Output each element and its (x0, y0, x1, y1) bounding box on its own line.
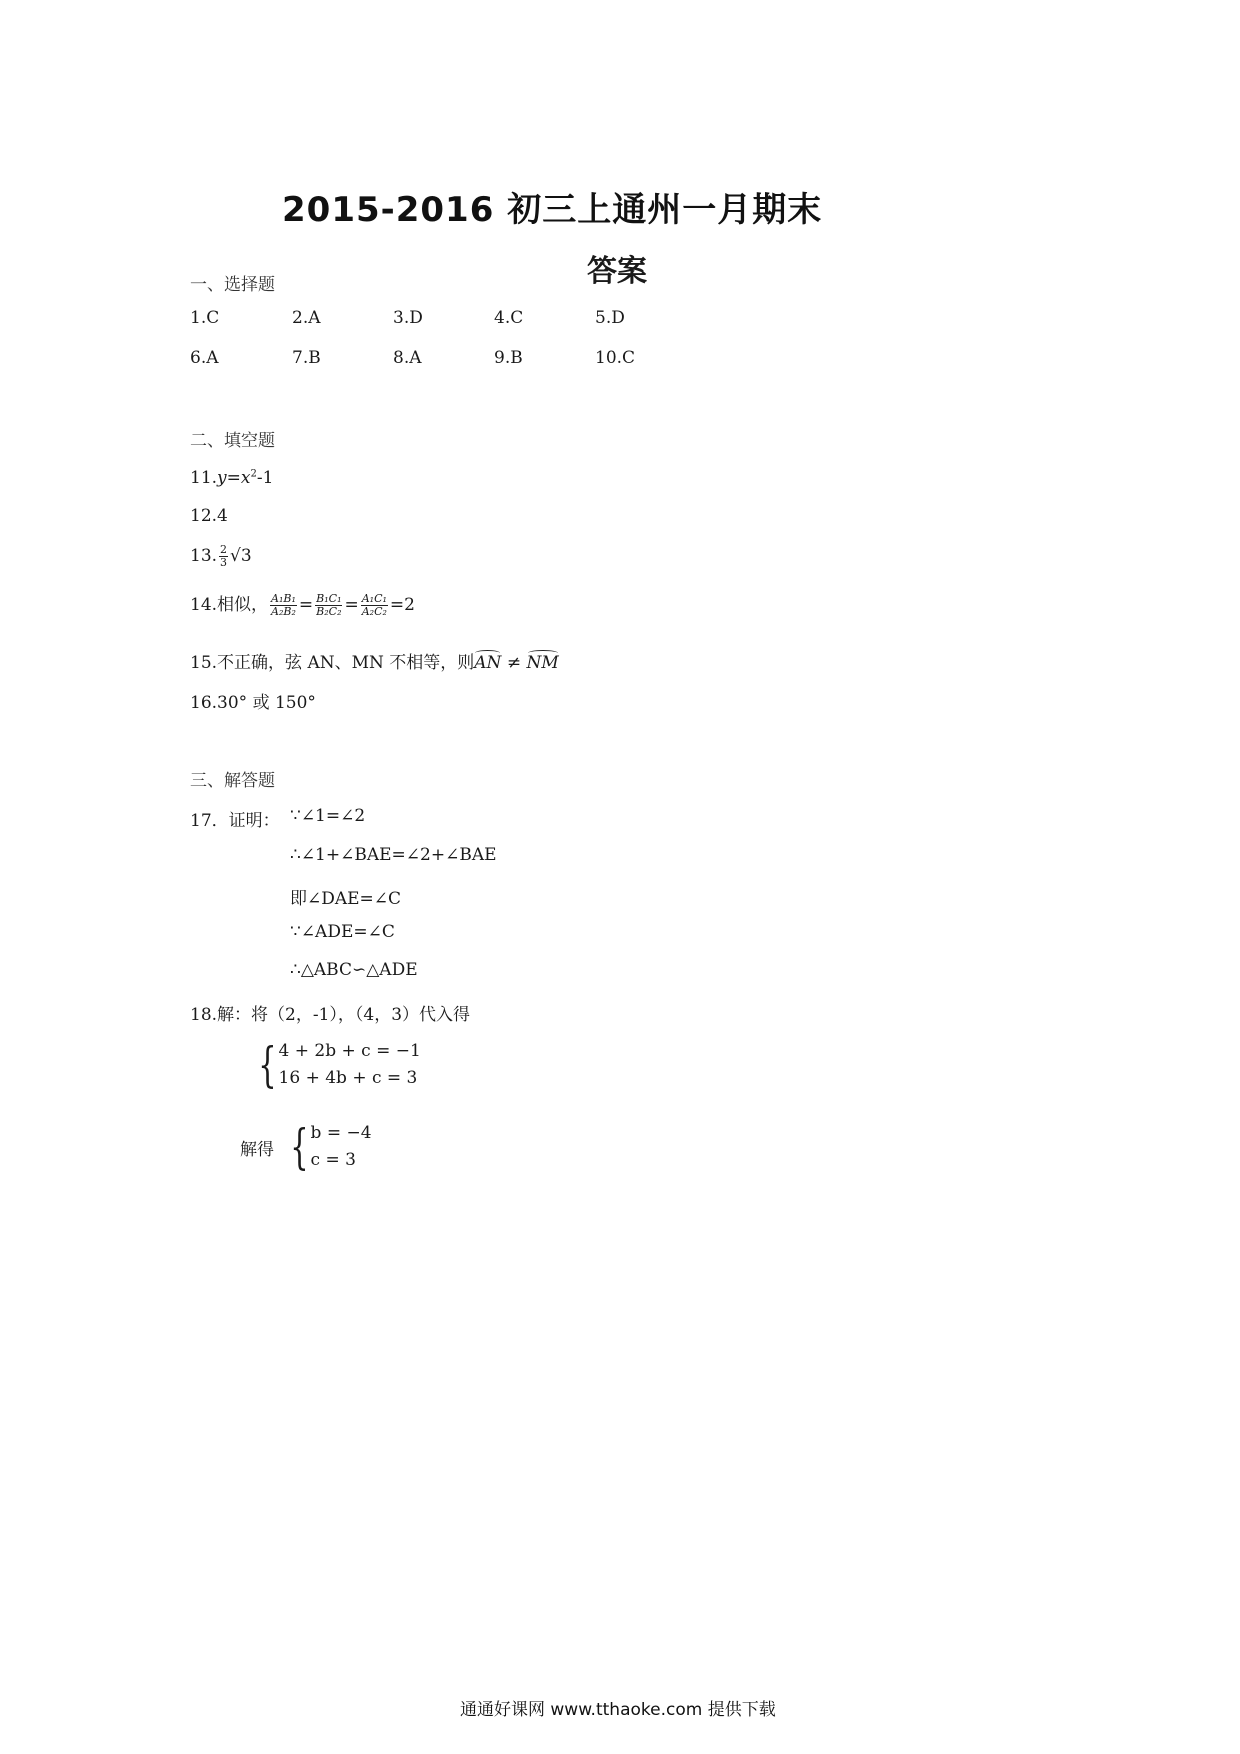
answer-10: 10.C (595, 348, 636, 368)
ratio-fraction-2 (315, 593, 342, 618)
equals-sign: = (344, 595, 359, 615)
answer-7: 7.B (292, 348, 321, 368)
answer-9: 9.B (494, 348, 523, 368)
answer-1: 1.C (190, 308, 220, 328)
equation-2: 16 + 4b + c = 3 (278, 1068, 418, 1088)
answer-16: 16.30° 或 150° (190, 693, 316, 713)
answer-14-tail: =2 (389, 595, 415, 615)
document-subtitle: 答案 (587, 254, 647, 289)
fraction-numerator: A₁C₁ (361, 592, 387, 605)
answer-11 (190, 468, 273, 488)
q17-step-1: ∵∠1=∠2 (290, 806, 366, 826)
answer-14 (190, 590, 415, 618)
document-title: 2015-2016 初三上通州一月期末 (282, 190, 823, 230)
q18-statement: 18.解：将（2，-1），（4，3）代入得 (190, 1005, 471, 1025)
answer-2: 2.A (292, 308, 321, 328)
arc-an: AN (474, 653, 502, 673)
solution-c: c = 3 (310, 1150, 356, 1170)
q17-step-4: ∵∠ADE=∠C (290, 922, 395, 942)
answer-14-prefix: 14.相似， (190, 595, 269, 615)
footer-credit: 通通好课网 www.tthaoke.com 提供下载 (460, 1700, 776, 1720)
fraction-denominator: 3 (220, 556, 228, 569)
answer-13-root: √3 (230, 546, 252, 566)
answer-11-prefix: 11. (190, 468, 218, 488)
ratio-fraction-1 (270, 593, 297, 618)
ratio-fraction-3 (361, 593, 388, 618)
fraction-denominator: B₂C₂ (316, 605, 342, 618)
answer-11-exponent: 2 (250, 468, 257, 480)
fraction-numerator: 2 (220, 543, 228, 556)
not-equal-sign: ≠ (501, 653, 527, 673)
answer-6: 6.A (190, 348, 219, 368)
answer-15-text: 15.不正确，弦 AN、MN 不相等，则 (190, 653, 475, 673)
left-brace-icon: { (290, 1119, 309, 1175)
answer-5: 5.D (595, 308, 625, 328)
answer-11-tail: -1 (256, 468, 274, 488)
answer-4: 4.C (494, 308, 524, 328)
arc-nm: NM (526, 653, 559, 673)
left-brace-icon: { (258, 1037, 277, 1093)
answer-3: 3.D (393, 308, 423, 328)
equals-sign: = (298, 595, 314, 615)
answer-11-expr: y=x (217, 468, 251, 488)
answer-15 (190, 648, 559, 673)
q17-step-5: ∴△ABC∽△ADE (290, 960, 418, 980)
section-heading-fill: 二、填空题 (190, 431, 275, 451)
answer-13-fraction (219, 544, 228, 569)
q17-label: 17．证明： (190, 811, 280, 831)
equation-1: 4 + 2b + c = −1 (278, 1041, 421, 1061)
fraction-numerator: B₁C₁ (316, 592, 342, 605)
solution-b: b = −4 (310, 1123, 372, 1143)
q17-step-2: ∴∠1+∠BAE=∠2+∠BAE (290, 845, 497, 865)
section-heading-solution: 三、解答题 (190, 771, 275, 791)
fraction-numerator: A₁B₁ (271, 592, 296, 605)
answer-13-prefix: 13. (190, 546, 218, 566)
answer-8: 8.A (393, 348, 422, 368)
answer-12: 12.4 (190, 506, 228, 526)
section-heading-choice: 一、选择题 (190, 275, 275, 295)
solution-label: 解得 (240, 1139, 274, 1160)
fraction-denominator: A₂B₂ (271, 605, 296, 618)
answer-13 (190, 544, 252, 569)
q17-step-3: 即∠DAE=∠C (290, 889, 402, 909)
q18-equation-system (246, 1038, 421, 1092)
q18-solution (240, 1120, 372, 1174)
fraction-denominator: A₂C₂ (361, 605, 387, 618)
